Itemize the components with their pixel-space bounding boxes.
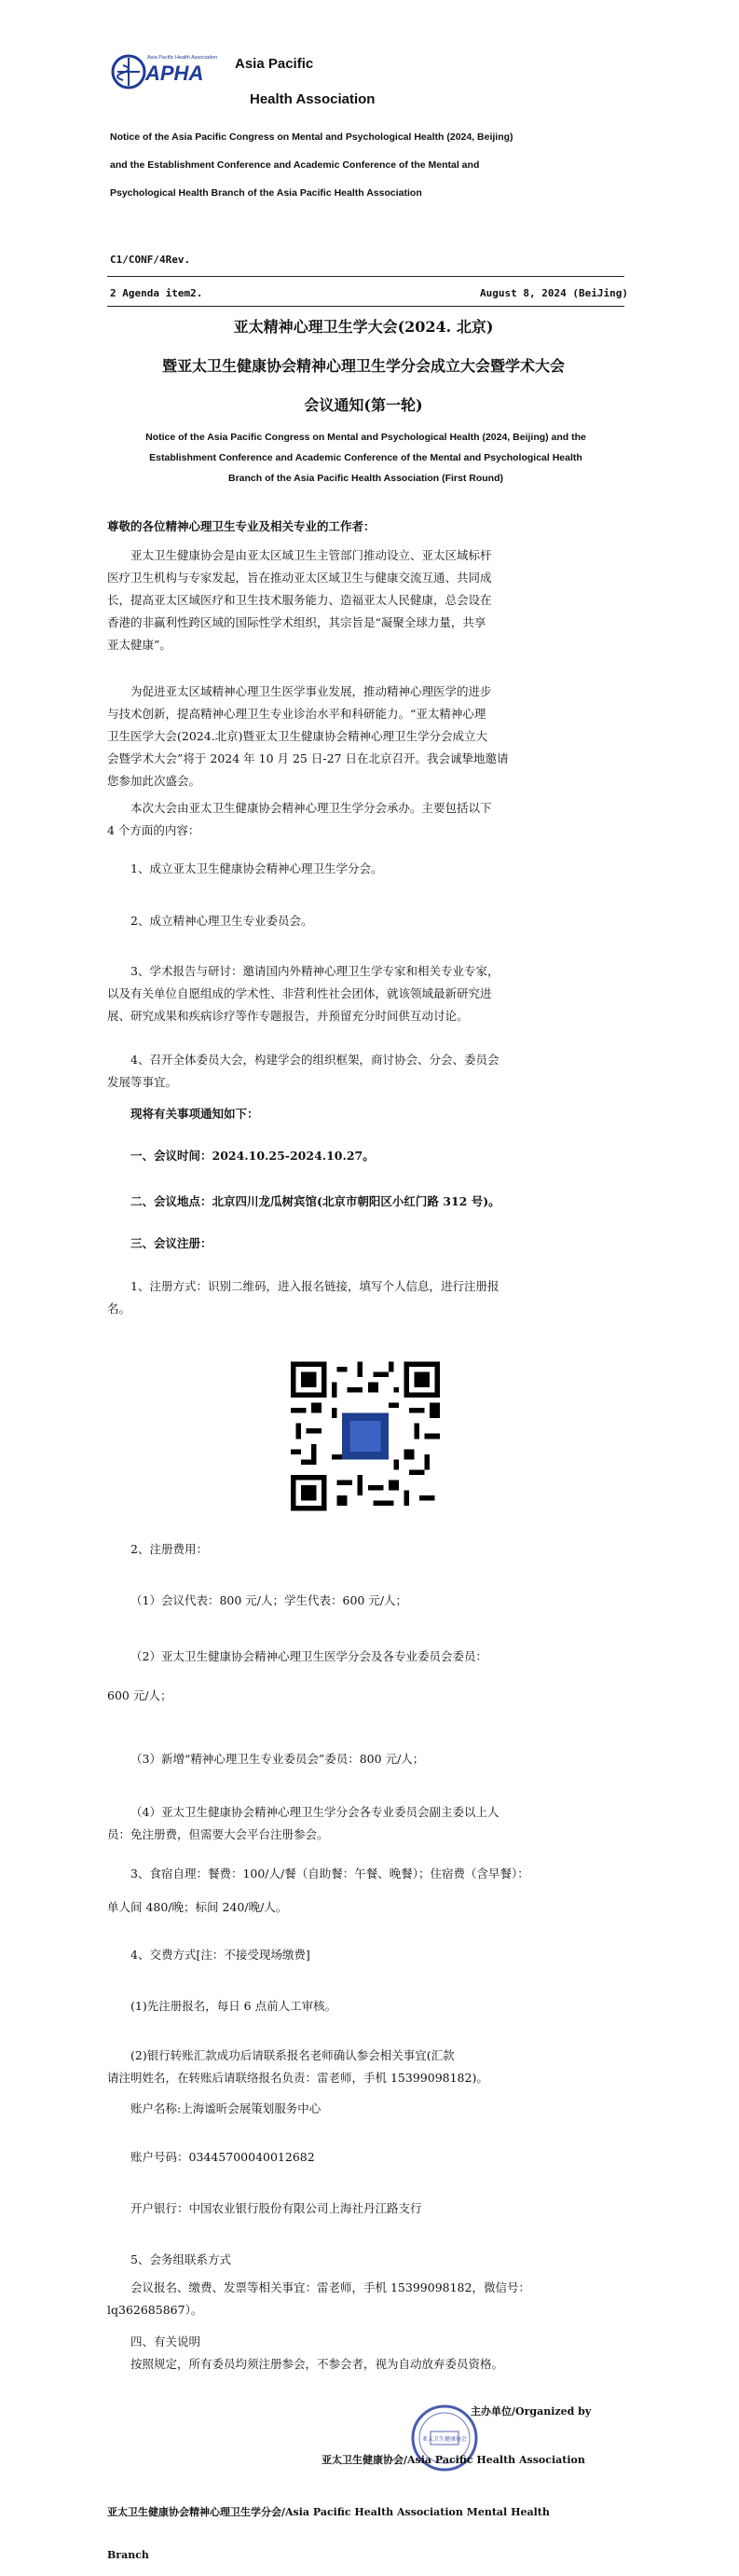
cn-title-3: 会议通知(第一轮) [304, 396, 423, 414]
cn-title-2: 暨亚太卫生健康协会精神心理卫生学分会成立大会暨学术大会 [161, 357, 565, 375]
paragraph-line: 名。 [107, 1302, 131, 1316]
paragraph-line: 医疗卫生机构与专家发起，旨在推动亚太区域卫生与健康交流互通、共同成 [107, 571, 492, 585]
en-title-line: Branch of the Asia Pacific Health Association (First Round) [227, 473, 503, 484]
logo-small-text: Asia Pacific Health Association [147, 55, 218, 61]
paragraph-line: 会议报名、缴费、发票等相关事宜：雷老师，手机 15399098182，微信号： [130, 2280, 530, 2294]
bank-name: 开户银行：中国农业银行股份有限公司上海社丹江路支行 [130, 2201, 422, 2215]
paragraph-line: 以及有关单位自愿组成的学术性、非营利性社会团体，就该领域最新研究进 [107, 986, 492, 1000]
paragraph-line: 长，提高亚太区域医疗和卫生技术服务能力、造福亚太人民健康，总会设在 [107, 593, 492, 607]
paragraph-line: 展、研究成果和疾病诊疗等作专题报告，并预留充分时间供互动讨论。 [107, 1009, 469, 1023]
notice-date: August 8, 2024 (BeiJing) [480, 287, 628, 299]
doc-ref: C1/CONF/4Rev. [110, 254, 191, 266]
org-name-line2: Health Association [250, 91, 376, 107]
payment-step-1: (1)先注册报名，每日 6 点前人工审核。 [130, 1999, 337, 2013]
payment-step-2 [107, 2045, 624, 2089]
fee-item-4 [107, 1801, 624, 1846]
paragraph-line: lq362685867）。 [107, 2303, 203, 2317]
content-item-3 [107, 960, 624, 1027]
accommodation [107, 1863, 624, 1919]
contact-details [107, 2277, 624, 2321]
account-number: 账户号码：03445700040012682 [130, 2150, 315, 2164]
organizer-b-cont: Branch [107, 2549, 149, 2561]
notice-intro: 现将有关事项通知如下： [130, 1107, 259, 1121]
paragraph-line: 亚太健康”。 [107, 638, 171, 652]
english-notice-line: Notice of the Asia Pacific Congress on Mental and Psychological Health (2024, Beijing) [110, 131, 513, 143]
fee-title: 2、注册费用： [130, 1542, 208, 1556]
paragraph-line: 4 个方面的内容： [107, 823, 200, 837]
agenda-item: 2 Agenda item2. [110, 287, 203, 299]
other-title: 四、有关说明 [130, 2335, 201, 2349]
salutation: 尊敬的各位精神心理卫生专业及相关专业的工作者： [107, 519, 376, 533]
paragraph-line: 4、召开全体委员大会，构建学会的组织框架，商讨协会、分会、委员会 [130, 1053, 500, 1067]
paragraph-line: 3、食宿自理：餐费：100/人/餐（自助餐：午餐、晚餐）；住宿费（含早餐）： [130, 1867, 529, 1880]
fee-item-3: （3）新增“精神心理卫生专业委员会”委员：800 元/人； [130, 1752, 425, 1766]
paragraph-line: 3、学术报告与研讨：邀请国内外精神心理卫生学专家和相关专业专家， [130, 964, 500, 978]
paragraph-line: 会暨学术大会”将于 2024 年 10 月 25 日-27 日在北京召开。我会诚挚地邀请 [107, 751, 509, 765]
paragraph-line: 亚太卫生健康协会是由亚太区域卫生主管部门推动设立、亚太区域标杆 [130, 548, 492, 562]
org-name-line1: Asia Pacific [235, 56, 314, 72]
organizer-b: 亚太卫生健康协会精神心理卫生学分会/Asia Pacific Health Association Mental Health [107, 2506, 550, 2518]
cn-title-1: 亚太精神心理卫生学大会(2024. 北京) [233, 318, 494, 336]
content-item-2: 2、成立精神心理卫生专业委员会。 [130, 914, 313, 928]
paragraph-line: (2)银行转账汇款成功后请联系报名老师确认参会相关事宜(汇款 [130, 2048, 455, 2062]
paragraph-contents [107, 797, 624, 842]
paragraph-line: 员：免注册费，但需要大会平台注册参会。 [107, 1827, 329, 1841]
section-registration: 三、会议注册： [130, 1236, 212, 1250]
logo-text: APHA [145, 62, 204, 85]
fee-item-2 [107, 1646, 624, 1707]
divider [107, 306, 624, 307]
paragraph-line: 您参加此次盛会。 [107, 774, 201, 788]
paragraph-intro [107, 544, 624, 656]
paragraph-line: 请注明姓名，在转账后请联络报名负责：雷老师，手机 15399098182)。 [107, 2071, 488, 2085]
paragraph-line: （4）亚太卫生健康协会精神心理卫生学分会各专业委员会副主委以上人 [130, 1805, 500, 1819]
paragraph-line: 1、注册方式：识别二维码，进入报名链接，填写个人信息，进行注册报 [130, 1279, 500, 1293]
english-notice [110, 123, 632, 207]
registration-method [107, 1275, 624, 1320]
paragraph-line: 与技术创新，提高精神心理卫生专业诊治水平和科研能力。“亚太精神心理 [107, 707, 486, 721]
paragraph-line: 为促进亚太区域精神心理卫生医学事业发展，推动精神心理医学的进步 [130, 684, 492, 698]
paragraph-line: 卫生医学大会(2024.北京)暨亚太卫生健康协会精神心理卫生学分会成立大 [107, 729, 488, 743]
paragraph-line: （2）亚太卫生健康协会精神心理卫生医学分会及各专业委员会委员： [130, 1649, 487, 1663]
content-item-1: 1、成立亚太卫生健康协会精神心理卫生学分会。 [130, 861, 383, 875]
content-item-4 [107, 1049, 624, 1094]
contact-title: 5、会务组联系方式 [130, 2252, 231, 2266]
payment-title: 4、交费方式[注：不接受现场缴费] [130, 1948, 310, 1962]
account-name: 账户名称:上海谧昕会展策划服务中心 [130, 2101, 322, 2115]
en-title-line: Establishment Conference and Academic Conference of the Mental and Psychological Health [149, 452, 582, 463]
other-note: 按照规定，所有委员均须注册参会，不参会者，视为自动放弃委员资格。 [130, 2357, 504, 2371]
fee-item-1: （1）会议代表：800 元/人；学生代表：600 元/人； [130, 1593, 408, 1607]
paragraph-line: 单人间 480/晚；标间 240/晚/人。 [107, 1900, 288, 1914]
en-title-line: Notice of the Asia Pacific Congress on Mental and Psychological Health (2024, Beijing) and the [145, 432, 586, 443]
english-notice-line: Psychological Health Branch of the Asia Pacific Health Association [110, 187, 422, 199]
divider [107, 276, 624, 277]
paragraph-line: 发展等事宜。 [107, 1075, 178, 1089]
paragraph-line: 600 元/人； [107, 1688, 172, 1702]
organized-by: 主办单位/Organized by [471, 2405, 592, 2418]
apha-logo [110, 48, 222, 95]
registration-qr-code[interactable] [291, 1359, 440, 1513]
organizer-a: 亚太卫生健康协会/Asia Pacific Health Association [322, 2454, 585, 2466]
paragraph-line: 本次大会由亚太卫生健康协会精神心理卫生学分会承办。主要包括以下 [130, 801, 492, 815]
en-title [107, 427, 624, 489]
english-notice-line: and the Establishment Conference and Academic Conference of the Mental and [110, 159, 480, 171]
paragraph-line: 香港的非赢利性跨区域的国际性学术组织，其宗旨是“凝聚全球力量，共享 [107, 615, 486, 629]
paragraph-purpose [107, 681, 624, 792]
section-venue: 二、会议地点：北京四川龙瓜树宾馆(北京市朝阳区小红门路 312 号)。 [130, 1194, 500, 1208]
seal-text: 亚太卫生健康协会 [421, 2436, 468, 2443]
section-time: 一、会议时间：2024.10.25-2024.10.27。 [130, 1149, 375, 1163]
